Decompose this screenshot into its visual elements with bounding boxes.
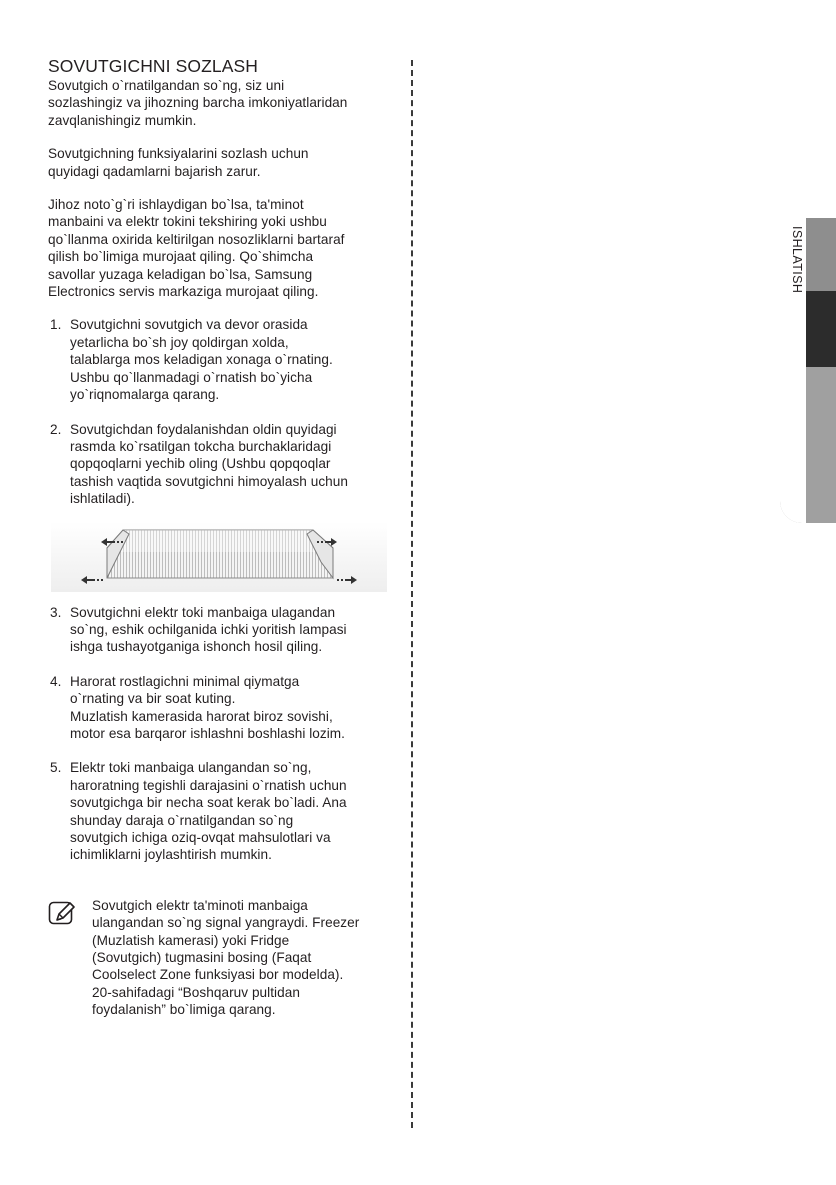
text-line: ishlatiladi).	[70, 491, 135, 507]
text-line: Sovutgich o`rnatilgandan so`ng, siz uni	[48, 78, 285, 93]
text-line: yetarlicha bo`sh joy qoldirgan xolda,	[70, 334, 289, 350]
text-line: o`rnating va bir soat kuting.	[70, 691, 236, 707]
text-line: ishga tushayotganiga ishonch hosil qiling.	[70, 639, 323, 655]
text-line: foydalanish” bo`limiga qarang.	[92, 1002, 276, 1018]
step-number: 2.	[50, 421, 62, 437]
text-line: zavqlanishingiz mumkin.	[48, 112, 197, 128]
text-line: (Muzlatish kamerasi) yoki Fridge	[92, 932, 290, 948]
text-line: qopqoqlarni yechib oling (Ushbu qopqoqlar	[70, 456, 331, 472]
text-line: Ushbu qo`llanmadagi o`rnatish bo`yicha	[70, 369, 313, 385]
text-line: qo`llanma oxirida keltirilgan nosozliklarni bartaraf	[48, 231, 345, 247]
tab-segment-active	[806, 291, 836, 367]
text-line: Muzlatish kamerasida harorat biroz sovishi,	[70, 708, 333, 724]
note-pencil-icon	[48, 900, 76, 926]
text-line: so`ng, eshik ochilganida ichki yoritish lampasi	[70, 621, 347, 637]
text-line: tashish vaqtida sovutgichni himoyalash uchun	[70, 473, 349, 489]
step-1	[48, 316, 398, 403]
text-line: Elektr toki manbaiga ulangandan so`ng,	[70, 760, 312, 776]
text-line: shunday daraja o`rnatilgandan so`ng	[70, 812, 294, 828]
text-line: Sovutgichni sovutgich va devor orasida	[70, 317, 308, 333]
intro-paragraph-3	[48, 196, 398, 300]
note-box	[48, 897, 398, 1019]
text-line: sovutgichga bir necha soat kerak bo`ladi. Ana	[70, 795, 347, 811]
section-side-tab	[780, 218, 836, 523]
text-line: Jihoz noto`g`ri ishlaydigan bo`lsa, ta'minot	[48, 197, 304, 213]
content-column	[48, 56, 398, 1019]
text-line: ichimliklarni joylashtirish mumkin.	[70, 847, 272, 863]
steps-list	[48, 316, 398, 863]
text-line: savollar yuzaga keladigan bo`lsa, Samsung	[48, 266, 313, 282]
text-line: talablarga mos keladigan xonaga o`rnating.	[70, 352, 333, 368]
text-line: Electronics servis markaziga murojaat qiling.	[48, 284, 319, 300]
text-line: qilish bo`limiga murojaat qiling. Qo`shimcha	[48, 249, 314, 265]
step-2	[48, 421, 398, 508]
text-line: (Sovutgich) tugmasini bosing (Faqat	[92, 950, 312, 966]
tab-segment-upper	[806, 218, 836, 291]
text-line: Sovutgichning funksiyalarini sozlash uchun	[48, 146, 309, 162]
text-line: Harorat rostlagichni minimal qiymatga	[70, 673, 300, 689]
page-title: SOVUTGICHNI SOZLASH	[48, 56, 258, 76]
shelf-cover-illustration	[51, 522, 387, 592]
step-number: 3.	[50, 604, 62, 620]
text-line: sozlashingiz va jihozning barcha imkoniyatlaridan	[48, 95, 348, 111]
text-line: haroratning tegishli darajasini o`rnatish uchun	[70, 777, 347, 793]
step-5	[48, 759, 398, 863]
text-line: manbaini va elektr tokini tekshiring yoki ushbu	[48, 214, 327, 230]
step-number: 4.	[50, 673, 62, 689]
text-line: 20-sahifadagi “Boshqaruv pultidan	[92, 984, 300, 1000]
text-line: Coolselect Zone funksiyasi bor modelda).	[92, 967, 344, 983]
shelf-illustration	[51, 522, 387, 592]
tab-label: ISHLATISH	[780, 226, 804, 316]
text-line: quyidagi qadamlarni bajarish zarur.	[48, 163, 261, 179]
text-line: yo`riqnomalarga qarang.	[70, 387, 220, 403]
step-number: 5.	[50, 760, 62, 776]
intro-paragraph-1	[48, 77, 398, 129]
step-4	[48, 673, 398, 743]
column-divider	[411, 60, 413, 1128]
text-line: Sovutgichdan foydalanishdan oldin quyidagi	[70, 421, 337, 437]
intro-paragraph-2	[48, 145, 398, 180]
step-3	[48, 604, 398, 656]
text-line: Sovutgichni elektr toki manbaiga ulagandan	[70, 604, 336, 620]
step-number: 1.	[50, 317, 62, 333]
text-line: Sovutgich elektr ta'minoti manbaiga	[92, 897, 308, 913]
text-line: ulangandan so`ng signal yangraydi. Freezer	[92, 915, 360, 931]
text-line: motor esa barqaror ishlashni boshlashi lozim.	[70, 725, 346, 741]
text-line: sovutgich ichiga oziq-ovqat mahsulotlari va	[70, 830, 331, 845]
text-line: rasmda ko`rsatilgan tokcha burchaklaridagi	[70, 438, 332, 454]
